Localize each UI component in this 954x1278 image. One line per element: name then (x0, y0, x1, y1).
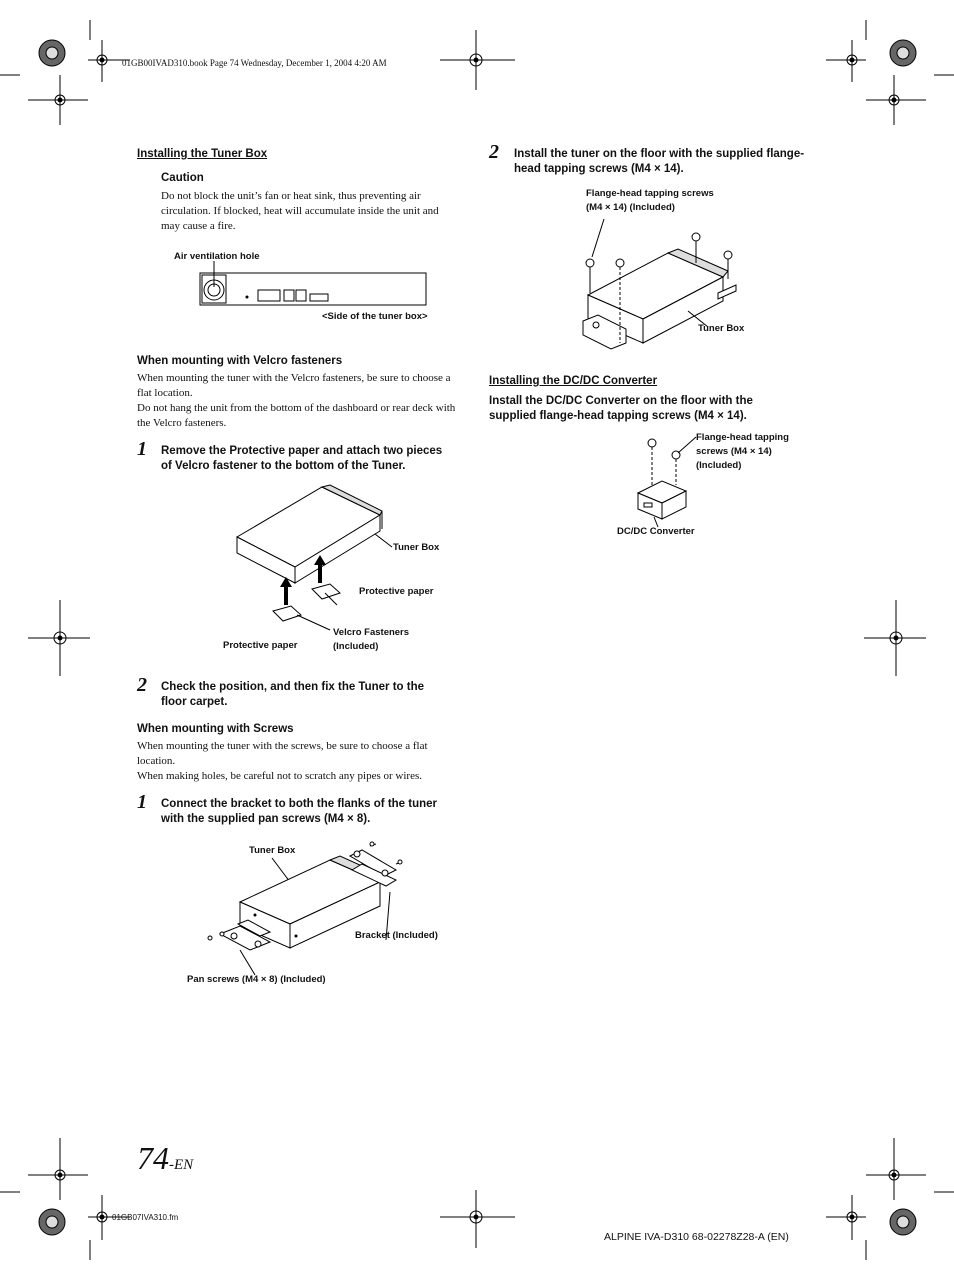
velcro-fig-protective-paper-left: Protective paper (223, 640, 298, 651)
dcdc-converter-label: DC/DC Converter (617, 526, 695, 537)
velcro-fig-tuner-box-label: Tuner Box (393, 542, 440, 553)
step-number: 2 (489, 141, 499, 163)
floor-fig-tuner-box-label: Tuner Box (698, 323, 745, 334)
velcro-fasteners-label: Velcro Fasteners (Included) (333, 627, 410, 652)
screws-step1-text: Connect the bracket to both the flanks of the tuner with the supplied pan screws (M4 × 8). (161, 798, 438, 825)
side-of-tuner-box-label: <Side of the tuner box> (322, 311, 428, 322)
velcro-step2-text: Check the position, and then fix the Tuner to the floor carpet. (161, 681, 425, 708)
page-number: 74-EN (137, 1140, 194, 1176)
step-number: 1 (137, 791, 147, 813)
tuner-box-side-figure (198, 263, 438, 308)
bracket-figure (200, 840, 430, 970)
caution-heading: Caution (161, 172, 204, 184)
dcdc-flange-screws-label: Flange-head tapping screws (M4 × 14) (Included) (696, 432, 789, 471)
screws-heading: When mounting with Screws (137, 723, 294, 735)
step-number: 1 (137, 438, 147, 460)
screws-text: When mounting the tuner with the screws, be sure to choose a flat location. When making holes, be careful not to scratch any pipes or wires. (137, 740, 428, 782)
right-step2-text: Install the tuner on the floor with the supplied flange- head tapping screws (M4 × 14). (514, 148, 805, 175)
velcro-fig-protective-paper-right: Protective paper (359, 586, 434, 597)
footer-file: 01GB07IVA310.fm (112, 1213, 179, 1222)
footer-model: ALPINE IVA-D310 68-02278Z28-A (EN) (604, 1231, 789, 1243)
velcro-step1-text: Remove the Protective paper and attach two pieces of Velcro fastener to the bottom of the Tuner. (161, 445, 443, 472)
bracket-label: Bracket (Included) (355, 930, 438, 941)
flange-screws-label: Flange-head tapping screws (M4 × 14) (Included) (586, 188, 714, 213)
print-header: 01GB00IVAD310.book Page 74 Wednesday, December 1, 2004 4:20 AM (122, 58, 387, 68)
velcro-text: When mounting the tuner with the Velcro fasteners, be sure to choose a flat location. Do not hang the unit from the bottom of the dashboard or rear deck with the Velcro fasteners. (137, 372, 456, 429)
velcro-heading: When mounting with Velcro fasteners (137, 355, 343, 367)
velcro-figure (230, 485, 490, 645)
section-title-installing-tuner-box: Installing the Tuner Box (137, 148, 268, 160)
pan-screws-label: Pan screws (M4 × 8) (Included) (187, 974, 326, 985)
bracket-fig-tuner-box-label: Tuner Box (249, 845, 296, 856)
dcdc-instruction: Install the DC/DC Converter on the floor with the supplied flange-head tapping screws (M4 × 14). (489, 395, 753, 422)
air-ventilation-label: Air ventilation hole (174, 251, 260, 262)
section-title-dcdc: Installing the DC/DC Converter (489, 375, 658, 387)
step-number: 2 (137, 674, 147, 696)
caution-text: Do not block the unit’s fan or heat sink, thus preventing air circulation. If blocked, heat will accumulate inside the unit and may cause a fire. (161, 190, 439, 232)
